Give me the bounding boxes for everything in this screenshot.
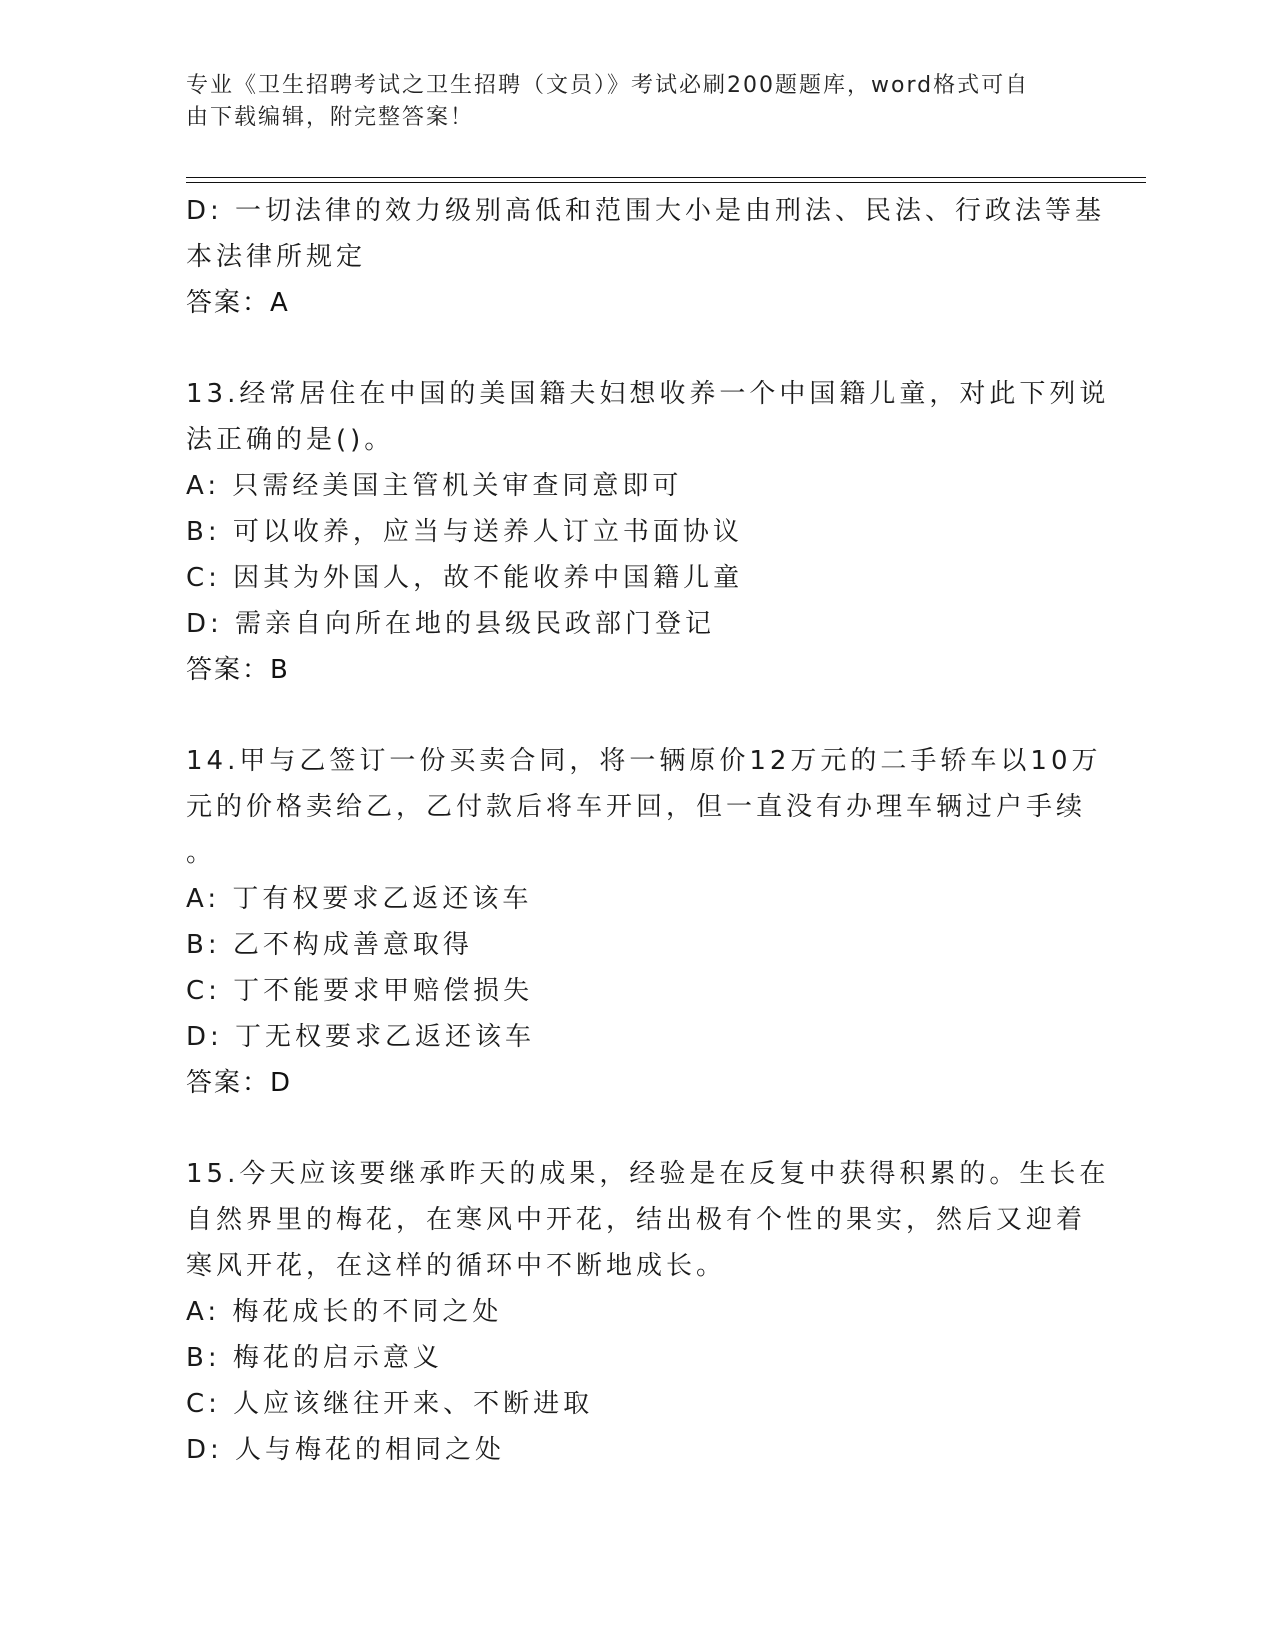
option-c: C: 人应该继往开来、不断进取 xyxy=(186,1389,594,1419)
option-d: D: 丁无权要求乙返还该车 xyxy=(186,1022,536,1052)
option-d: D: 人与梅花的相同之处 xyxy=(186,1435,506,1465)
header-line-1: 专业《卫生招聘考试之卫生招聘（文员）》考试必刷200题题库，word格式可自 xyxy=(186,73,1030,98)
option-d-continued: 本法律所规定 xyxy=(186,242,367,272)
option-b: B: 乙不构成善意取得 xyxy=(186,930,473,960)
question-15 xyxy=(186,1151,1110,1473)
spacer xyxy=(186,326,1076,371)
question-stem: 15.今天应该要继承昨天的成果，经验是在反复中获得积累的。生长在 xyxy=(186,1159,1110,1189)
question-14 xyxy=(186,738,1102,1106)
option-b: B: 梅花的启示意义 xyxy=(186,1343,443,1373)
question-stem-continued: 。 xyxy=(186,838,217,868)
option-b: B: 可以收养，应当与送养人订立书面协议 xyxy=(186,517,743,547)
header-divider-top xyxy=(186,177,1146,178)
option-c: C: 丁不能要求甲赔偿损失 xyxy=(186,976,534,1006)
question-stem-continued: 自然界里的梅花，在寒风中开花，结出极有个性的果实，然后又迎着 xyxy=(186,1205,1087,1235)
header-divider-bottom xyxy=(186,182,1146,183)
spacer xyxy=(186,1106,1076,1151)
answer-line: 答案：B xyxy=(186,655,290,685)
question-list xyxy=(186,188,1110,1473)
option-a: A: 梅花成长的不同之处 xyxy=(186,1297,503,1327)
question-12-tail xyxy=(186,188,1106,326)
option-d: D: 一切法律的效力级别高低和范围大小是由刑法、民法、行政法等基 xyxy=(186,196,1106,226)
option-a: A: 丁有权要求乙返还该车 xyxy=(186,884,533,914)
question-stem-continued: 寒风开花，在这样的循环中不断地成长。 xyxy=(186,1251,727,1281)
answer-line: 答案：A xyxy=(186,288,290,318)
option-c: C: 因其为外国人，故不能收养中国籍儿童 xyxy=(186,563,744,593)
option-a: A: 只需经美国主管机关审查同意即可 xyxy=(186,471,683,501)
option-d: D: 需亲自向所在地的县级民政部门登记 xyxy=(186,609,716,639)
spacer xyxy=(186,693,1076,738)
answer-line: 答案：D xyxy=(186,1068,293,1098)
header-line-2: 由下载编辑，附完整答案！ xyxy=(186,105,475,130)
question-stem: 13.经常居住在中国的美国籍夫妇想收养一个中国籍儿童，对此下列说 xyxy=(186,379,1110,409)
question-stem-continued: 元的价格卖给乙，乙付款后将车开回，但一直没有办理车辆过户手续 xyxy=(186,792,1087,822)
document-header xyxy=(186,70,1066,134)
question-stem: 14.甲与乙签订一份买卖合同，将一辆原价12万元的二手轿车以10万 xyxy=(186,746,1102,776)
question-stem-continued: 法正确的是()。 xyxy=(186,425,395,455)
question-13 xyxy=(186,371,1110,693)
